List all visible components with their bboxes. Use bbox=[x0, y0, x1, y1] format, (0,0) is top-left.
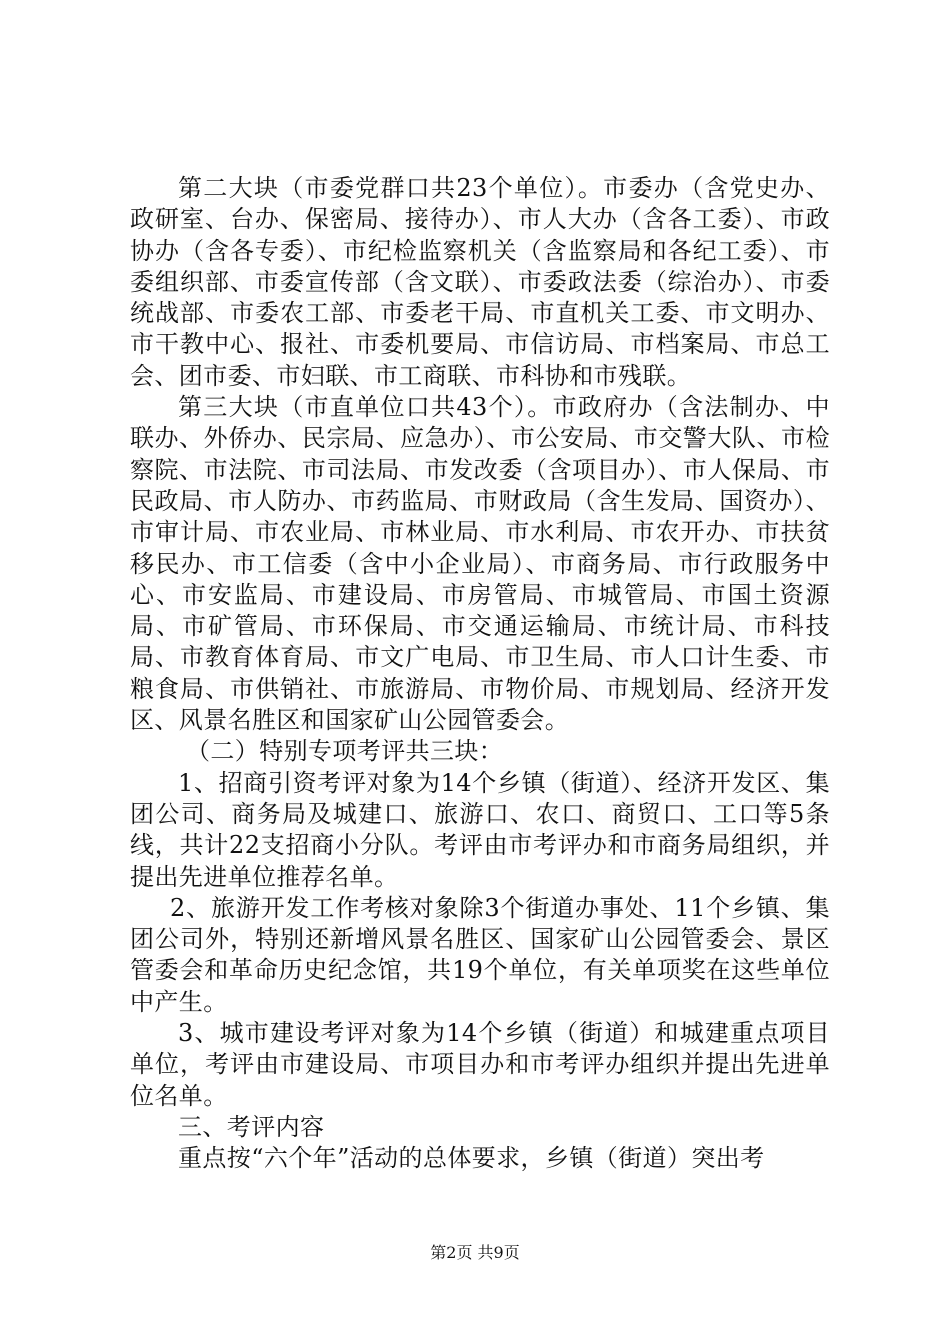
document-body bbox=[130, 173, 830, 1175]
paragraph-party-units: 第二大块（市委党群口共23个单位）。市委办（含党史办、政研室、台办、保密局、接待办）、市人大办（含各工委）、市政协办（含各专委）、市纪检监察机关（含监察局和各纪工委）、市委组织部、市委宣传部（含文联）、市委政法委（综治办）、市委统战部、市委农工部、市委老干局、市直机关工委、市文明办、市干教中心、报社、市委机要局、市信访局、市档案局、市总工会、团市委、市妇联、市工商联、市科协和市残联。 bbox=[130, 174, 830, 390]
section-heading-special-review: （二）特别专项考评共三块： bbox=[186, 737, 504, 766]
page-footer bbox=[0, 1243, 950, 1263]
section-heading-review-content: 三、考评内容 bbox=[178, 1112, 325, 1141]
paragraph-urban-construction-review: 3、城市建设考评对象为14个乡镇（街道）和城建重点项目单位，考评由市建设局、市项目办和市考评办组织并提出先进单位名单。 bbox=[130, 1019, 830, 1110]
paragraph-tourism-review: 2、旅游开发工作考核对象除3个街道办事处、11个乡镇、集团公司外，特别还新增风景名胜区、国家矿山公园管委会、景区管委会和革命历史纪念馆，共19个单位，有关单项奖在这些单位中产生。 bbox=[130, 893, 830, 1016]
paragraph-investment-review: 1、招商引资考评对象为14个乡镇（街道）、经济开发区、集团公司、商务局及城建口、旅游口、农口、商贸口、工口等5条线，共计22支招商小分队。考评由市考评办和市商务局组织，并提出先进单位推荐名单。 bbox=[130, 768, 830, 891]
paragraph-review-content-intro: 重点按“六个年”活动的总体要求，乡镇（街道）突出考 bbox=[178, 1144, 765, 1173]
paragraph-direct-units: 第三大块（市直单位口共43个）。市政府办（含法制办、中联办、外侨办、民宗局、应急办）、市公安局、市交警大队、市检察院、市法院、市司法局、市发改委（含项目办）、市人保局、市民政局、市人防办、市药监局、市财政局（含生发局、国资办）、市审计局、市农业局、市林业局、市水利局、市农开办、市扶贫移民办、市工信委（含中小企业局）、市商务局、市行政服务中心、市安监局、市建设局、市房管局、市城管局、市国土资源局、市矿管局、市环保局、市交通运输局、市统计局、市科技局、市教育体育局、市文广电局、市卫生局、市人口计生委、市粮食局、市供销社、市旅游局、市物价局、市规划局、经济开发区、风景名胜区和国家矿山公园管委会。 bbox=[130, 393, 830, 735]
page-number-label: 第2页 共9页 bbox=[430, 1243, 520, 1262]
